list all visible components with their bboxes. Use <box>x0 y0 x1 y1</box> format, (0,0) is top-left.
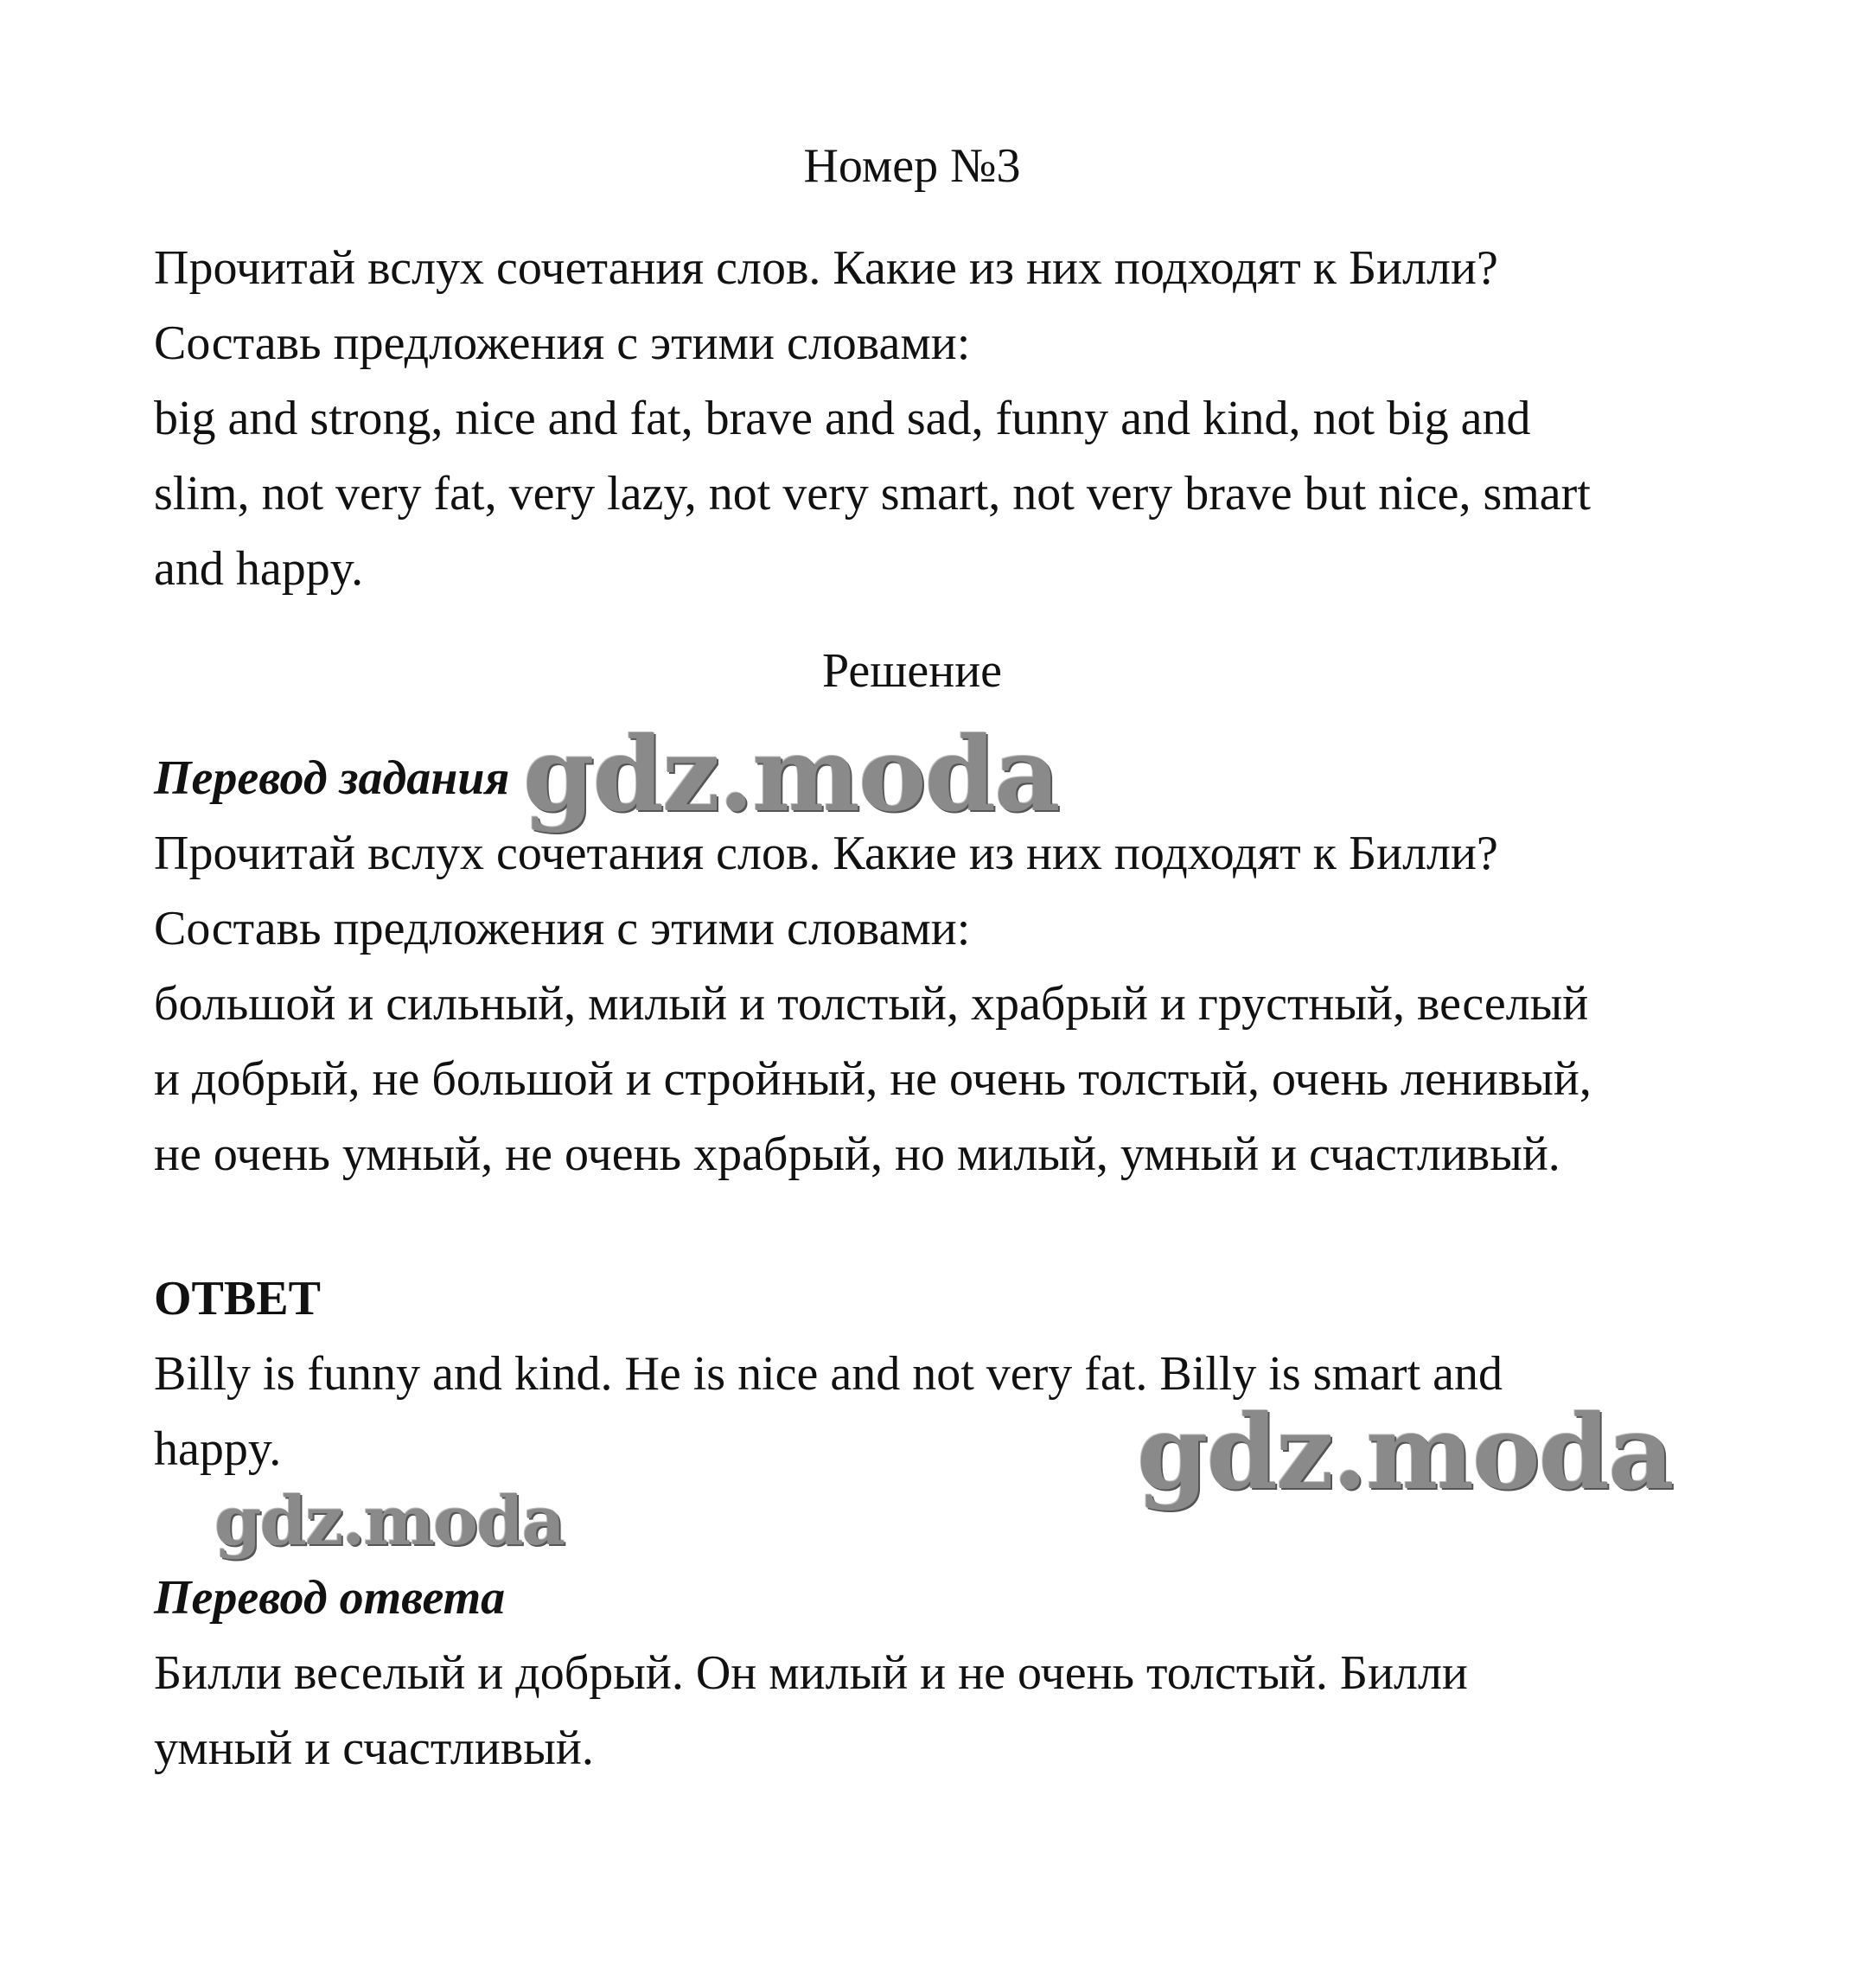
task-translation-line-5: не очень умный, не очень храбрый, но милый, умный и счастливый. <box>154 1127 1560 1181</box>
task-line-4: slim, not very fat, very lazy, not very smart, not very brave but nice, smart <box>154 467 1591 521</box>
answer-line-2: happy. <box>154 1422 282 1476</box>
answer-translation-line-1: Билли веселый и добрый. Он милый и не очень толстый. Билли <box>154 1646 1468 1700</box>
answer-line-1: Billy is funny and kind. He is nice and not very fat. Billy is smart and <box>154 1347 1503 1401</box>
task-translation-line-4: и добрый, не большой и стройный, не очень толстый, очень ленивый, <box>154 1052 1592 1106</box>
task-line-3: big and strong, nice and fat, brave and sad, funny and kind, not big and <box>154 392 1531 445</box>
task-translation-line-1: Прочитай вслух сочетания слов. Какие из них подходят к Билли? <box>154 827 1498 880</box>
page-title: Номер №3 <box>803 139 1021 193</box>
solution-heading: Решение <box>821 644 1003 698</box>
watermark-logo: gdz.moda <box>1137 1392 1673 1512</box>
task-line-5: and happy. <box>154 542 364 596</box>
task-line-2: Составь предложения с этими словами: <box>154 316 971 370</box>
answer-heading: ОТВЕТ <box>154 1272 321 1325</box>
task-translation-line-2: Составь предложения с этими словами: <box>154 902 971 955</box>
task-line-1: Прочитай вслух сочетания слов. Какие из них подходят к Билли? <box>154 241 1498 295</box>
task-translation-line-3: большой и сильный, милый и толстый, храбрый и грустный, веселый <box>154 977 1589 1031</box>
watermark-logo: gdz.moda <box>523 714 1059 834</box>
watermark-logo: gdz.moda <box>214 1482 565 1561</box>
task-translation-heading: Перевод задания <box>154 751 510 805</box>
answer-translation-heading: Перевод ответа <box>154 1571 506 1625</box>
answer-translation-line-2: умный и счастливый. <box>154 1721 594 1775</box>
